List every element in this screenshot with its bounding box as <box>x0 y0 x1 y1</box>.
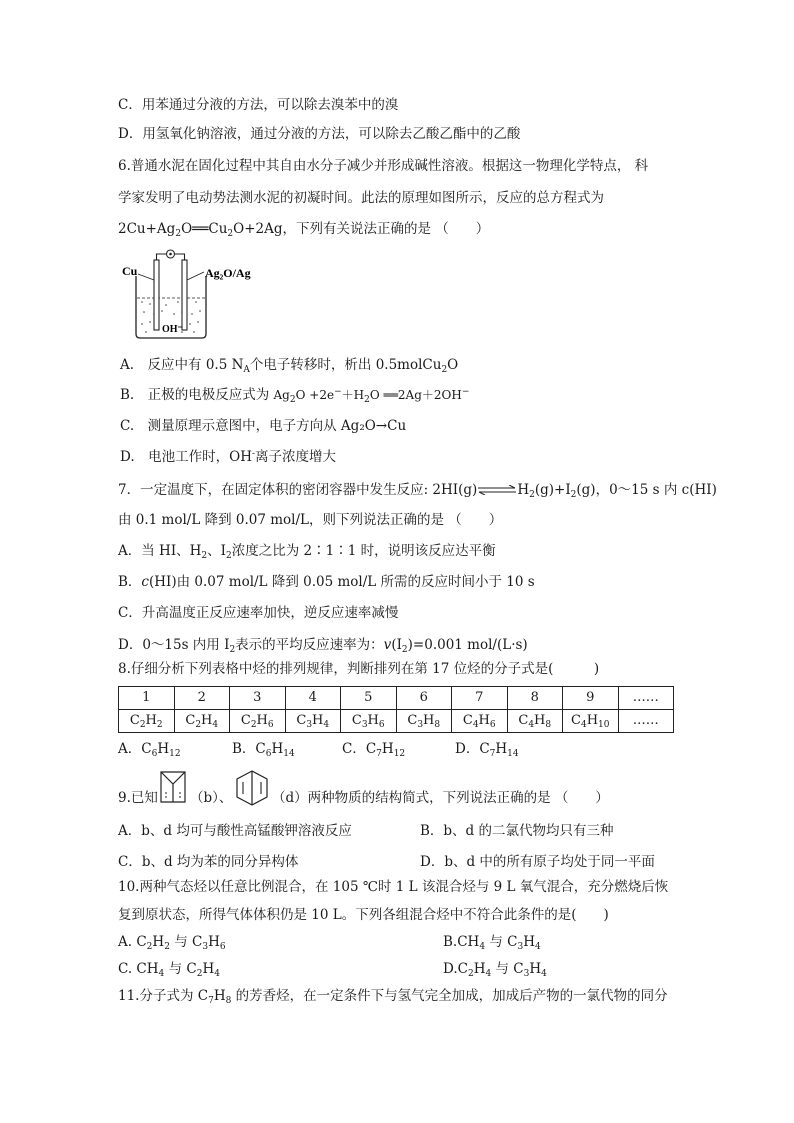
table-cell: $C_2H_6$ <box>230 710 286 733</box>
q9-option-a: A．b、d 均可与酸性高锰酸钾溶液反应 <box>118 823 352 839</box>
q9-option-d: D．b、d 中的所有原子均处于同一平面 <box>420 854 655 870</box>
q9-option-b: B．b、d 的二氯代物均只有三种 <box>420 823 614 839</box>
hydroxide-label: OH⁻ <box>162 324 183 335</box>
q10-option-c: C. $CH_4$ 与 $C_2H_4$ <box>118 961 220 979</box>
q10-stem-line2: 复到原状态，所得气体体积仍是 10 L。下列各组混合烃中不符合此条件的是( ) <box>118 907 609 923</box>
table-cell: 9 <box>563 687 619 710</box>
q6-option-c: C. 测量原理示意图中，电子方向从 Ag₂O→Cu <box>120 418 407 434</box>
table-cell: 7 <box>452 687 508 710</box>
q7-option-c: C．升高温度正反应速率加快，逆反应速率减慢 <box>118 605 399 621</box>
q8-option-c: C．$C_7H_{12}$ <box>342 741 406 759</box>
q8-option-a: A．$C_6H_{12}$ <box>118 741 181 759</box>
table-cell: $C_3H_6$ <box>341 710 397 733</box>
q9-b-label: （b）、 <box>190 790 233 806</box>
q5-option-c: C．用苯通过分液的方法，可以除去溴苯中的溴 <box>118 97 399 113</box>
q7-stem-line1: 7．一定温度下，在固定体积的密闭容器中发生反应: 2HI(g) $H_2(g)+I_2(g)$，0～15 s 内 c(HI) <box>118 482 717 500</box>
q6-stem-line2: 学家发明了电动势法测水泥的初凝时间。此法的原理如图所示，反应的总方程式为 <box>118 190 604 206</box>
table-cell: $C_4H_8$ <box>507 710 563 733</box>
q10-option-d: $D.C_2H_4$ 与 $C_3H_4$ <box>443 961 547 979</box>
table-cell: $C_3H_8$ <box>396 710 452 733</box>
table-cell: $C_3H_4$ <box>285 710 341 733</box>
table-cell: …… <box>618 710 674 733</box>
q10-option-a: A. $C_2H_2$ 与 $C_3H_6$ <box>118 934 226 952</box>
dewar-benzene-structure-d <box>234 768 270 808</box>
prismane-structure-b <box>158 768 188 808</box>
q11-stem-line1: 11.分子式为 $C_7H_8$ 的芳香烃，在一定条件下与氢气完全加成，加成后产物的一氯代物的同分 <box>118 988 668 1006</box>
table-row-formula <box>119 710 674 733</box>
q10-option-b: $B.CH_4$ 与 $C_3H_4$ <box>443 934 541 952</box>
q9-prefix: 9.已知 <box>118 790 158 806</box>
table-cell: 8 <box>507 687 563 710</box>
q6-equation: $2Cu+Ag_2O══Cu_2O+2Ag$ <box>118 221 283 239</box>
q6-stem-line3: $2Cu+Ag_2O══Cu_2O+2Ag$，下列有关说法正确的是 （ ） <box>118 221 490 239</box>
q9-d-label: （d）两种物质的结构简式，下列说法正确的是 （ ） <box>272 790 609 806</box>
q7-option-d: D．0～15s 内用 $I_2$表示的平均反应速率为：$v(I_2)=0.001$ mol/(L·s) <box>118 637 528 655</box>
hydrocarbon-sequence-table <box>118 686 674 733</box>
q6-option-a: A. 反应中有 0.5 $N_A$个电子转移时，析出 0.5molCu$_2$O <box>120 357 459 375</box>
table-cell: …… <box>618 687 674 710</box>
table-cell: 5 <box>341 687 397 710</box>
table-cell: 1 <box>119 687 175 710</box>
table-cell: $C_4H_6$ <box>452 710 508 733</box>
table-row-index <box>119 687 674 710</box>
q6-stem-line1: 6.普通水泥在固化过程中其自由水分子减少并形成碱性溶液。根据这一物理化学特点， 科 <box>118 158 649 174</box>
q9-option-c: C．b、d 均为苯的同分异构体 <box>118 854 299 870</box>
table-cell: 2 <box>174 687 230 710</box>
q8-option-b: B．$C_6H_{14}$ <box>232 741 295 759</box>
q5-option-d: D．用氢氧化钠溶液，通过分液的方法，可以除去乙酸乙酯中的乙酸 <box>118 126 521 142</box>
q8-stem: 8.仔细分析下列表格中烃的排列规律，判断排列在第 17 位烃的分子式是( ) <box>118 661 600 677</box>
cu-electrode-label: Cu <box>122 264 138 278</box>
electrochemical-cell-diagram <box>120 246 270 342</box>
table-cell: 3 <box>230 687 286 710</box>
ag2o-electrode-label: Ag₂O/Ag <box>205 266 251 280</box>
q6-option-b: B. 正极的电极反应式为 $Ag_2O +2e^-+H_2O$ ══2Ag＋2OH− <box>120 387 470 405</box>
table-cell: 6 <box>396 687 452 710</box>
equilibrium-arrow <box>477 482 517 500</box>
q8-option-d: D．$C_7H_{14}$ <box>455 741 519 759</box>
q7-option-b: B．c(HI)由 0.07 mol/L 降到 0.05 mol/L 所需的反应时间小于 10 s <box>118 574 535 590</box>
table-cell: $C_2H_2$ <box>119 710 175 733</box>
table-cell: $C_4H_{10}$ <box>563 710 619 733</box>
q7-stem-line2: 由 0.1 mol/L 降到 0.07 mol/L，则下列说法正确的是 （ ） <box>118 512 503 528</box>
q10-stem-line1: 10.两种气态烃以任意比例混合，在 105 ℃时 1 L 该混合烃与 9 L 氧气混合，充分燃烧后恢 <box>118 879 669 895</box>
q6-option-d: D. 电池工作时，OH-离子浓度增大 <box>120 449 337 465</box>
table-cell: 4 <box>285 687 341 710</box>
table-cell: $C_2H_4$ <box>174 710 230 733</box>
q7-option-a: A．当 HI、$H_2$、$I_2$浓度之比为 2∶1∶1 时，说明该反应达平衡 <box>118 543 496 561</box>
